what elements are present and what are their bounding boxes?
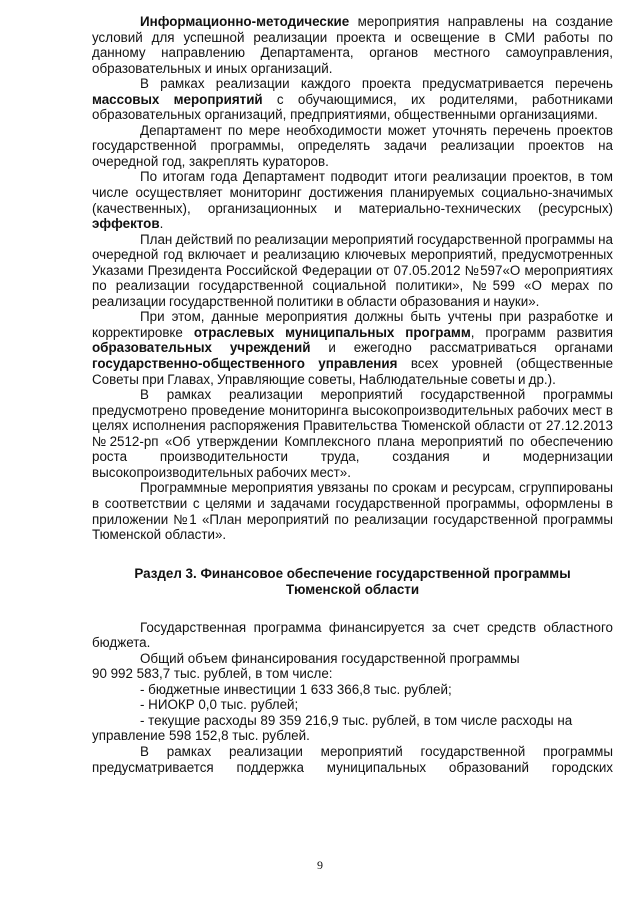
paragraph-text: с обучающимися, их родителями, работниками образовательных организаций, предприятиями, общественными организациями. — [92, 91, 613, 123]
paragraph-municipal-programs — [92, 309, 613, 387]
document-page — [92, 14, 613, 775]
paragraph-text: всех уровней (общественные Советы при Главах, Управляющие советы, Наблюдательные советы и др.). — [92, 356, 614, 387]
paragraph-financing-source: Государственная программа финансируется за счет средств областного бюджета. — [92, 619, 613, 651]
paragraph-program-events: Программные мероприятия увязаны по срокам и ресурсам, сгруппированы в соответствии с целями и задачами государственной программы, оформлены в приложении №1 «План мероприятий по реализации государственной программы Тюменской области». — [92, 480, 613, 543]
page-number: 9 — [317, 858, 323, 872]
bold-term: отраслевых муниципальных программ — [193, 324, 471, 340]
paragraph-text: мероприятия направлены на создание условий для успешной реализации проекта и освещение в СМИ работы по данному направлению Департамента, органов местного самоуправления, образовательных и иных организаций. — [92, 14, 613, 76]
bold-term: эффектов — [92, 216, 160, 232]
paragraph-year-results — [92, 169, 613, 231]
paragraph-text: и ежегодно рассматриваться органами — [310, 340, 613, 356]
paragraph-monitoring: В рамках реализации мероприятий государственной программы предусмотрено проведение мониторинга высокопроизводительных рабочих мест в целях исполнения распоряжения Правительства Тюменской области от 27.12.2013 №2512-рп «Об утверждении Комплексного плана мероприятий по обеспечению роста производительности труда, создания и модернизации высокопроизводительных рабочих мест». — [92, 387, 613, 480]
section-title-line2: Тюменской области — [285, 581, 420, 597]
paragraph-mass-events — [92, 76, 613, 123]
financing-block — [92, 620, 613, 775]
paragraph-info-methodical — [92, 14, 613, 76]
section-heading — [92, 566, 613, 598]
paragraph-text: . — [159, 216, 164, 232]
list-item-investments: - бюджетные инвестиции 1 633 366,8 тыс. рублей; — [140, 681, 452, 697]
section-title-line1: Раздел 3. Финансовое обеспечение государственной программы — [134, 565, 571, 581]
list-item-current-expenses: - текущие расходы 89 359 216,9 тыс. рублей, в том числе расходы на — [140, 712, 573, 728]
paragraph-text: , программ развития — [470, 324, 613, 340]
bold-term: массовых мероприятий — [92, 91, 263, 107]
bold-term: государственно-общественного управления — [92, 356, 398, 372]
paragraph-text: В рамках реализации каждого проекта предусматривается перечень — [140, 76, 613, 92]
paragraph-department-list: Департамент по мере необходимости может уточнять перечень проектов государственной программы, определять задачи реализации проектов на очередной год, закреплять кураторов. — [92, 122, 613, 169]
bold-term: образовательных учреждений — [92, 340, 311, 356]
paragraph-total-volume: Общий объем финансирования государственной программы — [140, 650, 520, 666]
paragraph-action-plan: План действий по реализации мероприятий государственной программы на очередной год включает и реализацию ключевых мероприятий, предусмотренных Указами Президента Российской Федерации от 07.05.2012 №597«О мероприятиях по реализации государственной социальной политики», №599 «О мерах по реализации государственной политики в области образования и науки». — [92, 231, 613, 309]
paragraph-municipal-support: В рамках реализации мероприятий государственной программы предусматривается поддержка муниципальных образований городских — [92, 743, 613, 775]
total-amount-line: 90 992 583,7 тыс. рублей, в том числе: — [92, 666, 333, 682]
list-item-management: управление 598 152,8 тыс. рублей. — [92, 728, 310, 744]
bold-term: Информационно-методические — [140, 14, 350, 29]
list-item-niokr: - НИОКР 0,0 тыс. рублей; — [140, 697, 299, 713]
paragraph-text: При этом, данные мероприятия должны быть учтены при разработке и корректировке — [92, 309, 613, 340]
paragraph-text: По итогам года Департамент подводит итоги реализации проектов, в том числе осуществляет мониторинг достижения планируемых социально-значимых (качественных), организационных и материально-технических (ресурсных) — [92, 169, 613, 216]
